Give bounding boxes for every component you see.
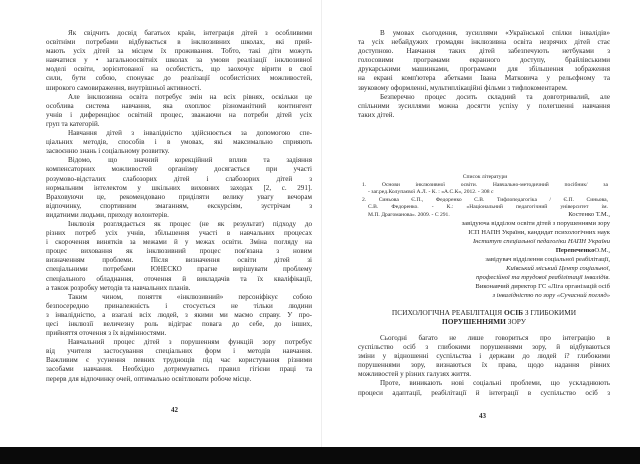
text-line: безпосередню приналежність і стосується не тільки людини (46, 301, 312, 310)
text-line: цесі інклюзії величезну роль відіграє повага до себе, до інших, (46, 320, 312, 328)
text-line: та усіх небайдужих громадян інклюзивна освіта незрячих дітей стає (358, 38, 610, 47)
text-line: визначенням проблеми. Після визначення освіти дітей зі (46, 256, 312, 265)
text-line: компенсаторних можливостей організму досягається при участі (46, 165, 312, 174)
text-line: на екрані комп'ютера абетками Івана Матковича у рельєфному та (358, 74, 610, 83)
author2-position: завідувач відділення соціальної реабілітації, (485, 256, 610, 263)
text-line: засобами навчання. Необхідно дотримуватись правил гігієни праці та (46, 365, 312, 374)
title-part: ПОРУШЕННЯМИ (442, 317, 506, 326)
text-line: спеціального обладнання, оточення й викладачів та їх кваліфікації, (46, 274, 312, 283)
reference-line: С.В. Федоренко. - К.: «Національний педагогічний університет ім. (368, 204, 608, 211)
text-line: Таким чином, поняття «інклюзивний» персоніфікує собою (68, 292, 312, 301)
title-part: ПСИХОЛОГІЧНА РЕАБІЛІТАЦІЯ (391, 308, 505, 317)
text-line: мають усіх дітей за місцем їх проживання. Тобто, такі діти можуть (46, 47, 312, 56)
text-line: суспільство осіб з глибокими порушеннями зору, й відбуваються (358, 343, 610, 352)
text-line: Навчання дітей з інвалідністю здійснюється за допомогою спе- (68, 129, 312, 138)
article-body (358, 334, 610, 398)
author2-initials: О.М., (594, 247, 610, 254)
text-line: доступною. Навчання таких дітей забезпечують нетбуками з (358, 47, 610, 56)
text-line: учнів і диференціює освітній процес, зважаючи на потреби дітей усіх (46, 110, 312, 119)
text-line: В умовах сьогодення, зусиллями «Української спілки інвалідів» (380, 29, 610, 37)
author1-position: завідуюча відділом освіти дітей з порушеннями зору (461, 220, 610, 227)
text-line: засвоєнню знань і соціальному розвитку. (46, 147, 170, 156)
text-line: друкарськими машинками, програмами для збільшення зображення (358, 65, 610, 74)
text-line: голосовими програмами екранного доступу, брайлівськими (358, 56, 610, 65)
text-line: Інклюзія розглядається як процес (не як результат) підходу до (68, 219, 312, 228)
text-line: широкого самовираження, внутрішньої активності. (46, 83, 202, 92)
text-line: Важливим є усунення певних труднощів під час користування різними (46, 356, 312, 365)
left-page-text (46, 29, 312, 384)
text-line: звуковому оформленні, мультиплікаційні фільми з тифлокоментарем. (358, 83, 568, 92)
text-line: прийняття оточення з їх відмінностями. (46, 329, 167, 338)
article-title (358, 308, 610, 326)
text-line: розумово-відсталих слабозорих дітей і слабозорих дітей з (46, 174, 312, 183)
title-part: З ГЛИБОКИМИ (522, 308, 577, 317)
author2-organization-2: професійної та трудової реабілітації інвалідів. (475, 274, 610, 281)
text-line: Навчальний процес дітей з порушенням функцій зору потребує (68, 338, 312, 347)
text-line: особлива система навчання, яка охоплює різноманітний контингент (46, 101, 312, 110)
reference-line: М.П. Драгоманова». 2009. - С 291. (368, 211, 450, 218)
title-part: ОСІБ (504, 308, 523, 317)
text-line: можливостей у різних галузях життя. (358, 370, 472, 379)
author2-organization-3: з інвалідністю по зору «Сучасний погляд» (492, 292, 610, 299)
text-line: порушеннями зору, визнаються їх права, щодо надання рівних (358, 361, 610, 370)
text-line: різних потреб усіх учнів, збільшення участі в навчальних процесах (46, 229, 312, 238)
text-line: Проте, виникають нові соціальні проблеми, що ускладнюють (380, 379, 610, 388)
text-line: спільними зусиллями можна досягти успіху у полегшенні навчання (358, 101, 610, 110)
text-line: відпочинку, спортивним змаганням, екскурсіям, зустрічам з (46, 201, 312, 210)
text-line: Як свідчить досвід багатьох країн, інтеграція дітей з особливими (68, 29, 312, 37)
text-line: навчатися у • загальноосвітніх школах за умови реалізації інклюзивної (46, 56, 312, 65)
text-line: моделі освіти, зорієнтованої на особистість, що заохочує вірити в свої (46, 65, 312, 74)
author2-surname: Перепеченко (555, 247, 595, 254)
reference-line: 1. Основи інклюзивної освіти. Навчально-методичний посібник/ за (362, 181, 608, 188)
text-line: Враховуючи це, рекомендовано приділяти велику увагу вечорам (46, 192, 312, 201)
text-line: від учителя застосування спеціальних форм і методів навчання. (46, 347, 312, 356)
text-line: з інвалідністю, а взагалі всіх людей, з якими ми маємо справу. У про- (46, 310, 312, 319)
text-line: спеціальними потребами ЮНЕСКО прагне вирішувати проблему (46, 265, 312, 274)
right-page (322, 0, 640, 447)
text-line: Відомо, що значний корекційний вплив та задіяння (68, 156, 312, 165)
text-line: а також розробку методів та навчальних планів. (46, 283, 191, 292)
text-line: освітніми потребами відбувається в інклюзивних школах, які прий- (46, 38, 312, 47)
right-page-text (358, 29, 610, 120)
author2-name (370, 246, 610, 255)
text-line: і скорочення винятків за межами й у межах освіти. Зміна погляду на (46, 238, 312, 247)
title-part: ЗОРУ (505, 317, 526, 326)
text-line: видатними людьми, приходу волонтерів. (46, 210, 169, 219)
page-number: 42 (171, 406, 178, 414)
author1-organization: Інститут спеціальної педагогіки НАПН України (472, 238, 610, 245)
author1-position-2: ІСП НАПН України, кандидат психологічних наук (468, 229, 610, 236)
left-page (0, 0, 322, 447)
text-line: процес виховання як інклюзивний процес пов'язана з новим (46, 247, 312, 256)
text-line: нормальним інтелектом у шкільних виховних заходах [2, с. 291]. (46, 183, 312, 192)
reference-line: 2. Синьова Є.П., Федоренко С.В. Тифлопедагогіка / Є.П. Синьова, (362, 196, 608, 203)
text-line: перерв для відпочинку очей, оптимально освітлювати робоче місце. (46, 374, 252, 383)
text-line: ціальних методів, способів і в умовах, які максимально сприяють (46, 138, 312, 147)
text-line: процеси адаптації, реабілітації й інтеграції в суспільство осіб з (358, 388, 610, 397)
scan-edge (0, 447, 640, 464)
author2-position-2: Виконавчий директор ГС «Ліга організацій осіб (475, 283, 610, 290)
author1-name: Костенко Т.М., (568, 211, 610, 218)
author-block (370, 210, 610, 300)
reference-line: - заг.ред.Колупаєвої А.Л. - К. : «А.С.К», 2012. - 308 с (368, 189, 494, 196)
text-line: сили, бути собою, спонукає до реалізації особистісних можливостей, (46, 74, 312, 83)
page-number: 43 (479, 412, 486, 420)
text-line: таких дітей. (358, 110, 395, 119)
text-line: Сьогодні багато не лише говориться про інтеграцію в (380, 334, 610, 342)
text-line: Але інклюзивна освіта потребує змін на всіх рівнях, оскільки це (68, 92, 312, 101)
text-line: зміни у відношенні суспільства і держави до людей і? глибокими (358, 352, 610, 361)
text-line: Безперечно процес досить складний та довготривалий, але (380, 92, 610, 101)
references-heading: Список літератури (462, 174, 508, 180)
author2-organization: Київський міський Центр соціальної, (506, 265, 610, 272)
text-line: груп та категорій. (46, 119, 100, 128)
